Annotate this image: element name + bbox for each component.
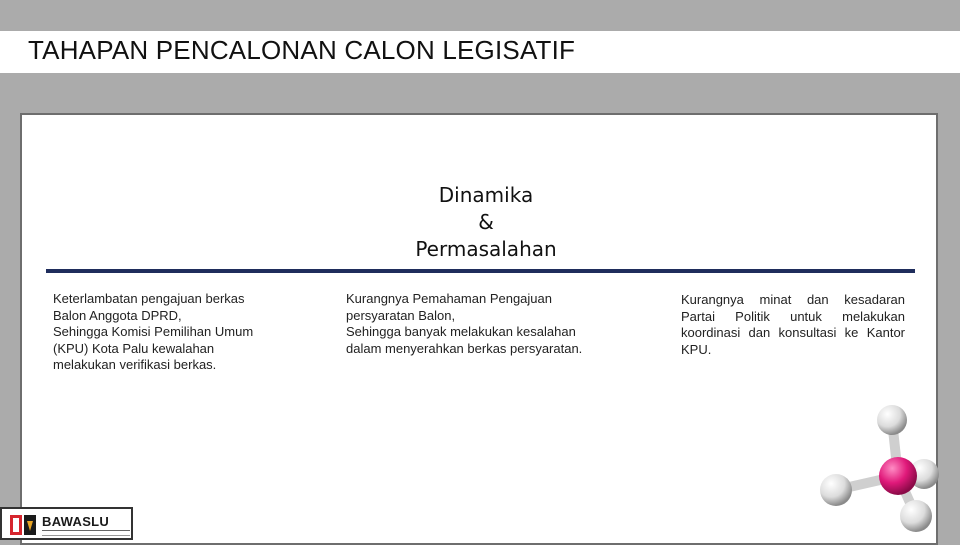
section-heading — [0, 182, 960, 263]
logo-wordmark: BAWASLU — [42, 514, 110, 529]
issue-1-line: melakukan verifikasi berkas. — [53, 357, 217, 372]
issue-1-line: (KPU) Kota Palu kewalahan — [53, 340, 215, 356]
heading-line-1: Dinamika — [438, 183, 534, 207]
issue-column-1 — [53, 291, 283, 374]
bawaslu-logo — [0, 507, 133, 540]
issue-2-line: Sehingga banyak melakukan kesalahan — [346, 324, 576, 339]
issue-2-line: Kurangnya Pemahaman Pengajuan — [346, 291, 552, 306]
slide-title: TAHAPAN PENCALONAN CALON LEGISATIF — [28, 35, 576, 65]
heading-divider — [46, 269, 915, 273]
bawaslu-emblem-icon — [8, 511, 38, 537]
issue-1-line: Balon Anggota DPRD, — [53, 307, 182, 323]
issue-column-2 — [346, 291, 616, 357]
issue-1-line: Keterlambatan pengajuan berkas — [53, 291, 245, 306]
issue-1-line: Sehingga Komisi Pemilihan Umum — [53, 324, 254, 339]
heading-line-2: & — [478, 210, 494, 234]
issue-2-line: dalam menyerahkan berkas persyaratan. — [346, 340, 583, 356]
issue-2-line: persyaratan Balon, — [346, 307, 456, 323]
issue-column-3: Kurangnya minat dan kesadaran Partai Politik untuk melakukan koordinasi dan konsultasi ke Kantor KPU. — [681, 292, 905, 357]
molecule-icon — [808, 400, 958, 540]
title-bar — [0, 31, 960, 73]
logo-subline — [42, 530, 130, 536]
heading-line-3: Permasalahan — [415, 237, 557, 261]
